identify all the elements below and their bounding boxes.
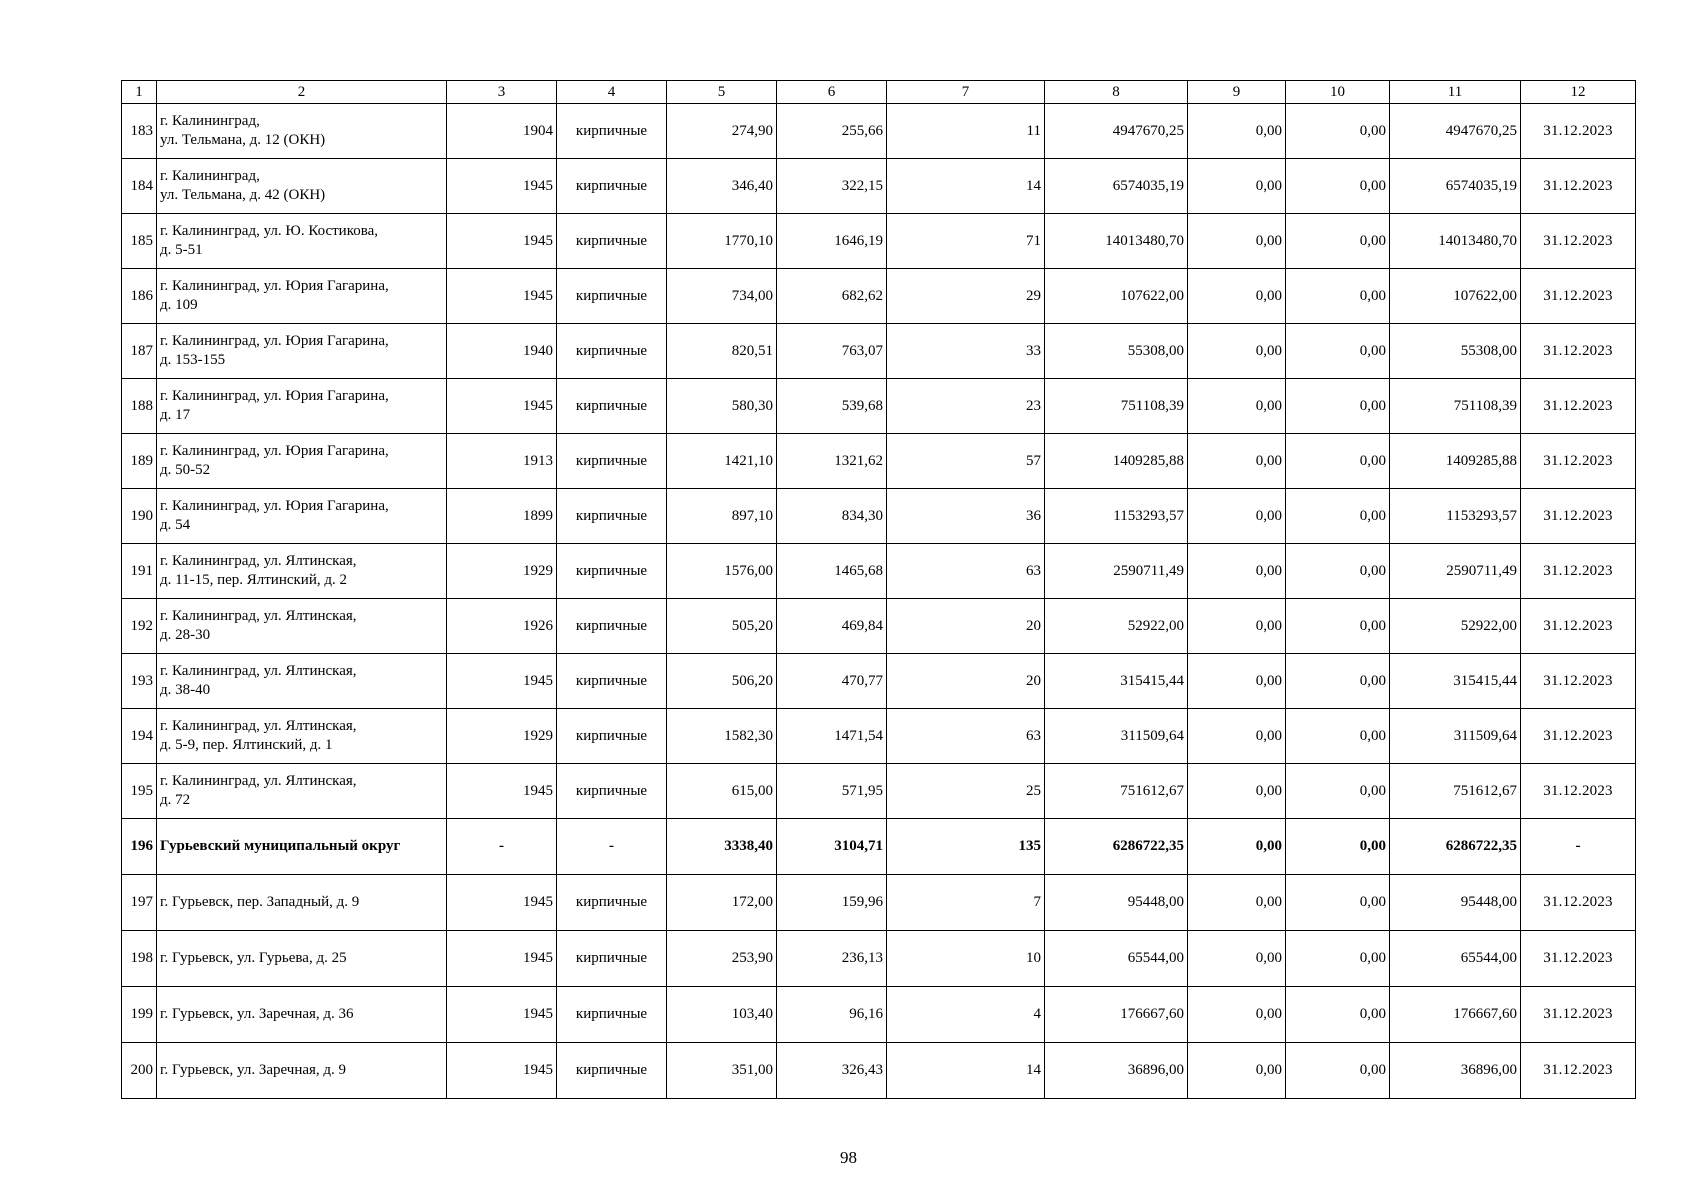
cell-area-living: 682,62 [777, 269, 887, 324]
cell-area-total: 897,10 [667, 489, 777, 544]
cell-address: г. Калининград, ул. Тельмана, д. 12 (ОКН) [157, 104, 447, 159]
cell-fund-1: 0,00 [1188, 599, 1286, 654]
cell-address: г. Калининград, ул. Юрия Гагарина, д. 17 [157, 379, 447, 434]
cell-cost-total: 6286722,35 [1045, 819, 1188, 875]
cell-deadline: 31.12.2023 [1521, 764, 1636, 819]
cell-year: 1945 [447, 875, 557, 931]
table-row [122, 544, 1636, 599]
cell-fund-1: 0,00 [1188, 324, 1286, 379]
table-row [122, 764, 1636, 819]
cell-deadline: 31.12.2023 [1521, 324, 1636, 379]
cell-wall-material: кирпичные [557, 544, 667, 599]
table-row [122, 434, 1636, 489]
cell-area-living: 159,96 [777, 875, 887, 931]
cell-row-number: 195 [122, 764, 157, 819]
cell-wall-material: кирпичные [557, 931, 667, 987]
cell-cost-total: 95448,00 [1045, 875, 1188, 931]
cell-area-living: 322,15 [777, 159, 887, 214]
cell-address: г. Гурьевск, ул. Гурьева, д. 25 [157, 931, 447, 987]
cell-year: 1904 [447, 104, 557, 159]
cell-residents: 14 [887, 1043, 1045, 1099]
cell-fund-2: 0,00 [1286, 654, 1390, 709]
cell-row-number: 196 [122, 819, 157, 875]
cell-wall-material: кирпичные [557, 489, 667, 544]
cell-fund-1: 0,00 [1188, 1043, 1286, 1099]
cell-fund-2: 0,00 [1286, 709, 1390, 764]
cell-row-number: 192 [122, 599, 157, 654]
cell-fund-3: 65544,00 [1390, 931, 1521, 987]
cell-address: г. Калининград, ул. Ю. Костикова, д. 5-51 [157, 214, 447, 269]
cell-fund-3: 751612,67 [1390, 764, 1521, 819]
cell-address: г. Калининград, ул. Тельмана, д. 42 (ОКН) [157, 159, 447, 214]
cell-deadline: 31.12.2023 [1521, 379, 1636, 434]
cell-fund-2: 0,00 [1286, 159, 1390, 214]
cell-fund-2: 0,00 [1286, 987, 1390, 1043]
cell-row-number: 189 [122, 434, 157, 489]
table-row [122, 931, 1636, 987]
cell-area-living: 469,84 [777, 599, 887, 654]
cell-fund-2: 0,00 [1286, 1043, 1390, 1099]
table-row [122, 654, 1636, 709]
cell-row-number: 194 [122, 709, 157, 764]
cell-area-total: 274,90 [667, 104, 777, 159]
cell-year: 1945 [447, 987, 557, 1043]
cell-fund-2: 0,00 [1286, 434, 1390, 489]
cell-row-number: 190 [122, 489, 157, 544]
cell-area-total: 1576,00 [667, 544, 777, 599]
housing-register-table [121, 80, 1636, 1099]
cell-fund-1: 0,00 [1188, 987, 1286, 1043]
cell-area-living: 326,43 [777, 1043, 887, 1099]
cell-area-total: 1421,10 [667, 434, 777, 489]
column-header: 5 [667, 81, 777, 104]
cell-area-living: 571,95 [777, 764, 887, 819]
table-row [122, 1043, 1636, 1099]
cell-residents: 20 [887, 654, 1045, 709]
cell-fund-3: 315415,44 [1390, 654, 1521, 709]
cell-area-living: 96,16 [777, 987, 887, 1043]
cell-deadline: 31.12.2023 [1521, 654, 1636, 709]
cell-year: 1940 [447, 324, 557, 379]
cell-fund-1: 0,00 [1188, 104, 1286, 159]
cell-fund-3: 95448,00 [1390, 875, 1521, 931]
cell-fund-3: 751108,39 [1390, 379, 1521, 434]
cell-area-living: 1646,19 [777, 214, 887, 269]
cell-fund-3: 4947670,25 [1390, 104, 1521, 159]
cell-wall-material: кирпичные [557, 764, 667, 819]
cell-address: г. Калининград, ул. Ялтинская, д. 28-30 [157, 599, 447, 654]
cell-fund-2: 0,00 [1286, 214, 1390, 269]
cell-year: 1945 [447, 1043, 557, 1099]
table-row [122, 269, 1636, 324]
cell-fund-3: 1409285,88 [1390, 434, 1521, 489]
cell-residents: 57 [887, 434, 1045, 489]
cell-year: 1945 [447, 654, 557, 709]
cell-residents: 20 [887, 599, 1045, 654]
cell-fund-3: 1153293,57 [1390, 489, 1521, 544]
page-number: 98 [840, 1148, 857, 1167]
table-row [122, 379, 1636, 434]
cell-wall-material: кирпичные [557, 1043, 667, 1099]
cell-cost-total: 36896,00 [1045, 1043, 1188, 1099]
cell-fund-1: 0,00 [1188, 159, 1286, 214]
cell-row-number: 193 [122, 654, 157, 709]
cell-area-living: 763,07 [777, 324, 887, 379]
table-row [122, 324, 1636, 379]
cell-year: - [447, 819, 557, 875]
table-row [122, 875, 1636, 931]
table-body [122, 104, 1636, 1099]
cell-year: 1945 [447, 931, 557, 987]
cell-residents: 71 [887, 214, 1045, 269]
column-header: 6 [777, 81, 887, 104]
cell-deadline: 31.12.2023 [1521, 489, 1636, 544]
cell-deadline: 31.12.2023 [1521, 1043, 1636, 1099]
cell-cost-total: 751108,39 [1045, 379, 1188, 434]
cell-wall-material: кирпичные [557, 159, 667, 214]
cell-cost-total: 311509,64 [1045, 709, 1188, 764]
cell-row-number: 186 [122, 269, 157, 324]
cell-area-total: 172,00 [667, 875, 777, 931]
cell-fund-2: 0,00 [1286, 324, 1390, 379]
cell-address: г. Гурьевск, ул. Заречная, д. 9 [157, 1043, 447, 1099]
cell-area-total: 1582,30 [667, 709, 777, 764]
cell-area-living: 3104,71 [777, 819, 887, 875]
table-row [122, 159, 1636, 214]
cell-address: г. Калининград, ул. Юрия Гагарина, д. 54 [157, 489, 447, 544]
cell-cost-total: 1153293,57 [1045, 489, 1188, 544]
cell-fund-3: 2590711,49 [1390, 544, 1521, 599]
cell-row-number: 184 [122, 159, 157, 214]
cell-cost-total: 55308,00 [1045, 324, 1188, 379]
cell-area-total: 346,40 [667, 159, 777, 214]
cell-year: 1913 [447, 434, 557, 489]
table-row [122, 987, 1636, 1043]
cell-row-number: 187 [122, 324, 157, 379]
cell-cost-total: 14013480,70 [1045, 214, 1188, 269]
cell-wall-material: кирпичные [557, 269, 667, 324]
column-header: 3 [447, 81, 557, 104]
cell-fund-2: 0,00 [1286, 875, 1390, 931]
cell-fund-3: 311509,64 [1390, 709, 1521, 764]
cell-fund-1: 0,00 [1188, 379, 1286, 434]
cell-fund-2: 0,00 [1286, 379, 1390, 434]
cell-fund-3: 6286722,35 [1390, 819, 1521, 875]
cell-fund-3: 36896,00 [1390, 1043, 1521, 1099]
cell-fund-2: 0,00 [1286, 599, 1390, 654]
cell-fund-2: 0,00 [1286, 931, 1390, 987]
column-header: 8 [1045, 81, 1188, 104]
cell-area-total: 505,20 [667, 599, 777, 654]
cell-address: г. Калининград, ул. Юрия Гагарина, д. 50-52 [157, 434, 447, 489]
table-row-subtotal [122, 819, 1636, 875]
cell-fund-1: 0,00 [1188, 269, 1286, 324]
cell-wall-material: кирпичные [557, 875, 667, 931]
cell-cost-total: 315415,44 [1045, 654, 1188, 709]
cell-fund-2: 0,00 [1286, 819, 1390, 875]
cell-area-living: 834,30 [777, 489, 887, 544]
cell-wall-material: кирпичные [557, 599, 667, 654]
cell-row-number: 199 [122, 987, 157, 1043]
cell-fund-2: 0,00 [1286, 104, 1390, 159]
column-header: 7 [887, 81, 1045, 104]
cell-cost-total: 52922,00 [1045, 599, 1188, 654]
cell-residents: 63 [887, 709, 1045, 764]
cell-deadline: 31.12.2023 [1521, 544, 1636, 599]
cell-deadline: 31.12.2023 [1521, 931, 1636, 987]
cell-residents: 33 [887, 324, 1045, 379]
table-row [122, 599, 1636, 654]
cell-cost-total: 4947670,25 [1045, 104, 1188, 159]
cell-fund-1: 0,00 [1188, 931, 1286, 987]
table-header [122, 81, 1636, 104]
table-row [122, 214, 1636, 269]
cell-fund-2: 0,00 [1286, 764, 1390, 819]
cell-fund-3: 107622,00 [1390, 269, 1521, 324]
cell-cost-total: 751612,67 [1045, 764, 1188, 819]
cell-year: 1945 [447, 159, 557, 214]
cell-area-total: 506,20 [667, 654, 777, 709]
cell-fund-3: 52922,00 [1390, 599, 1521, 654]
cell-deadline: 31.12.2023 [1521, 987, 1636, 1043]
cell-area-total: 734,00 [667, 269, 777, 324]
cell-residents: 4 [887, 987, 1045, 1043]
cell-fund-2: 0,00 [1286, 544, 1390, 599]
cell-residents: 7 [887, 875, 1045, 931]
cell-address: г. Калининград, ул. Ялтинская, д. 72 [157, 764, 447, 819]
cell-year: 1929 [447, 709, 557, 764]
cell-area-total: 580,30 [667, 379, 777, 434]
cell-area-living: 1471,54 [777, 709, 887, 764]
column-header: 9 [1188, 81, 1286, 104]
column-header: 11 [1390, 81, 1521, 104]
cell-cost-total: 6574035,19 [1045, 159, 1188, 214]
column-header: 2 [157, 81, 447, 104]
cell-fund-1: 0,00 [1188, 709, 1286, 764]
cell-address: г. Калининград, ул. Юрия Гагарина, д. 109 [157, 269, 447, 324]
cell-wall-material: кирпичные [557, 379, 667, 434]
cell-wall-material: кирпичные [557, 654, 667, 709]
cell-deadline: 31.12.2023 [1521, 434, 1636, 489]
cell-area-living: 470,77 [777, 654, 887, 709]
column-number-row [122, 81, 1636, 104]
cell-area-living: 1465,68 [777, 544, 887, 599]
cell-address: г. Калининград, ул. Ялтинская, д. 38-40 [157, 654, 447, 709]
cell-cost-total: 1409285,88 [1045, 434, 1188, 489]
cell-deadline: - [1521, 819, 1636, 875]
table-row [122, 709, 1636, 764]
cell-fund-1: 0,00 [1188, 489, 1286, 544]
cell-row-number: 188 [122, 379, 157, 434]
cell-wall-material: кирпичные [557, 434, 667, 489]
cell-deadline: 31.12.2023 [1521, 214, 1636, 269]
column-header: 1 [122, 81, 157, 104]
cell-area-living: 539,68 [777, 379, 887, 434]
cell-year: 1899 [447, 489, 557, 544]
cell-residents: 135 [887, 819, 1045, 875]
cell-year: 1945 [447, 214, 557, 269]
cell-wall-material: - [557, 819, 667, 875]
cell-residents: 63 [887, 544, 1045, 599]
cell-deadline: 31.12.2023 [1521, 875, 1636, 931]
cell-residents: 11 [887, 104, 1045, 159]
cell-area-total: 103,40 [667, 987, 777, 1043]
cell-residents: 36 [887, 489, 1045, 544]
column-header: 12 [1521, 81, 1636, 104]
cell-fund-1: 0,00 [1188, 544, 1286, 599]
cell-address: Гурьевский муниципальный округ [157, 819, 447, 875]
cell-wall-material: кирпичные [557, 987, 667, 1043]
cell-address: г. Калининград, ул. Юрия Гагарина, д. 153-155 [157, 324, 447, 379]
cell-year: 1926 [447, 599, 557, 654]
cell-deadline: 31.12.2023 [1521, 709, 1636, 764]
cell-row-number: 183 [122, 104, 157, 159]
cell-row-number: 191 [122, 544, 157, 599]
cell-cost-total: 2590711,49 [1045, 544, 1188, 599]
cell-fund-1: 0,00 [1188, 819, 1286, 875]
cell-deadline: 31.12.2023 [1521, 104, 1636, 159]
cell-address: г. Калининград, ул. Ялтинская, д. 11-15, пер. Ялтинский, д. 2 [157, 544, 447, 599]
cell-residents: 29 [887, 269, 1045, 324]
cell-wall-material: кирпичные [557, 214, 667, 269]
cell-fund-3: 55308,00 [1390, 324, 1521, 379]
cell-address: г. Калининград, ул. Ялтинская, д. 5-9, пер. Ялтинский, д. 1 [157, 709, 447, 764]
table-row [122, 104, 1636, 159]
cell-residents: 23 [887, 379, 1045, 434]
cell-fund-1: 0,00 [1188, 434, 1286, 489]
cell-year: 1945 [447, 764, 557, 819]
cell-area-living: 236,13 [777, 931, 887, 987]
cell-row-number: 185 [122, 214, 157, 269]
cell-year: 1929 [447, 544, 557, 599]
cell-wall-material: кирпичные [557, 104, 667, 159]
cell-fund-3: 176667,60 [1390, 987, 1521, 1043]
table-row [122, 489, 1636, 544]
cell-deadline: 31.12.2023 [1521, 269, 1636, 324]
cell-deadline: 31.12.2023 [1521, 159, 1636, 214]
cell-row-number: 197 [122, 875, 157, 931]
cell-fund-2: 0,00 [1286, 269, 1390, 324]
cell-area-total: 3338,40 [667, 819, 777, 875]
cell-residents: 25 [887, 764, 1045, 819]
cell-fund-2: 0,00 [1286, 489, 1390, 544]
cell-fund-1: 0,00 [1188, 654, 1286, 709]
cell-deadline: 31.12.2023 [1521, 599, 1636, 654]
cell-address: г. Гурьевск, ул. Заречная, д. 36 [157, 987, 447, 1043]
cell-address: г. Гурьевск, пер. Западный, д. 9 [157, 875, 447, 931]
cell-cost-total: 176667,60 [1045, 987, 1188, 1043]
cell-area-total: 253,90 [667, 931, 777, 987]
cell-area-total: 615,00 [667, 764, 777, 819]
cell-row-number: 200 [122, 1043, 157, 1099]
cell-fund-1: 0,00 [1188, 214, 1286, 269]
cell-year: 1945 [447, 269, 557, 324]
cell-fund-1: 0,00 [1188, 875, 1286, 931]
cell-year: 1945 [447, 379, 557, 434]
cell-cost-total: 107622,00 [1045, 269, 1188, 324]
cell-fund-3: 6574035,19 [1390, 159, 1521, 214]
column-header: 10 [1286, 81, 1390, 104]
cell-area-living: 255,66 [777, 104, 887, 159]
cell-residents: 14 [887, 159, 1045, 214]
cell-fund-1: 0,00 [1188, 764, 1286, 819]
cell-wall-material: кирпичные [557, 709, 667, 764]
cell-row-number: 198 [122, 931, 157, 987]
cell-cost-total: 65544,00 [1045, 931, 1188, 987]
column-header: 4 [557, 81, 667, 104]
cell-fund-3: 14013480,70 [1390, 214, 1521, 269]
cell-area-total: 820,51 [667, 324, 777, 379]
cell-area-living: 1321,62 [777, 434, 887, 489]
cell-area-total: 1770,10 [667, 214, 777, 269]
cell-area-total: 351,00 [667, 1043, 777, 1099]
cell-wall-material: кирпичные [557, 324, 667, 379]
cell-residents: 10 [887, 931, 1045, 987]
